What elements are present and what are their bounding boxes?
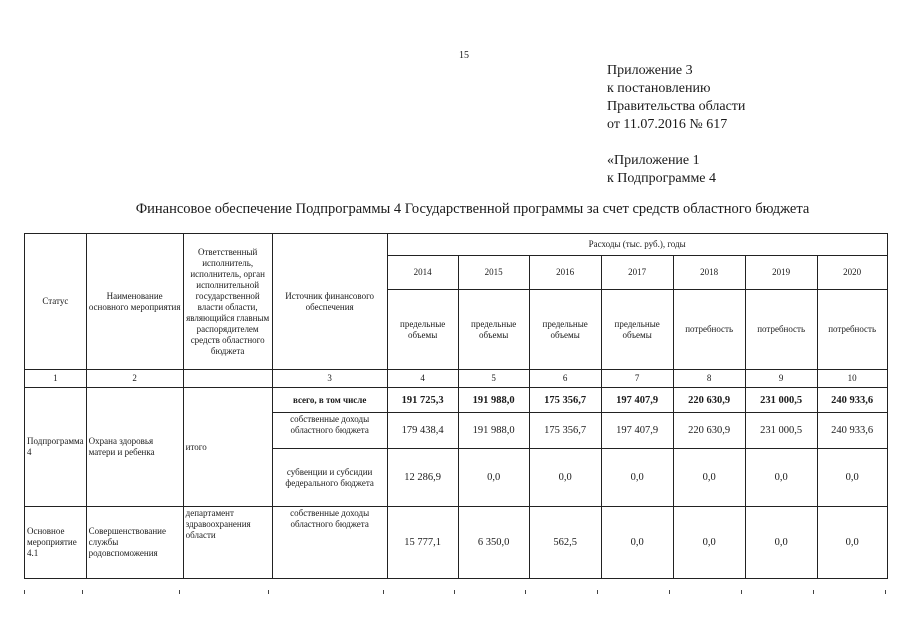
annex-line: от 11.07.2016 № 617: [607, 117, 728, 132]
value-cell: 197 407,9: [601, 413, 673, 449]
col-number: 8: [673, 370, 745, 388]
header-kind: предельные объемы: [387, 290, 458, 370]
header-year: 2018: [673, 256, 745, 290]
header-kind: предельные объемы: [529, 290, 601, 370]
value-cell: 562,5: [529, 507, 601, 579]
header-year: 2016: [529, 256, 601, 290]
header-year: 2015: [458, 256, 529, 290]
value-cell: 179 438,4: [387, 413, 458, 449]
header-year: 2019: [745, 256, 817, 290]
value-cell: 191 988,0: [458, 388, 529, 413]
annex-line: Приложение 3: [607, 63, 693, 78]
col-number: 1: [25, 370, 87, 388]
continuation-marks: [24, 590, 886, 594]
col-number: [183, 370, 272, 388]
row-status: Основное мероприятие 4.1: [25, 507, 87, 579]
value-cell: 231 000,5: [745, 413, 817, 449]
header-kind: потребность: [745, 290, 817, 370]
row-source: собственные доходы областного бюджета: [272, 413, 387, 449]
value-cell: 191 725,3: [387, 388, 458, 413]
value-cell: 15 777,1: [387, 507, 458, 579]
page-number: 15: [459, 50, 469, 61]
value-cell: 231 000,5: [745, 388, 817, 413]
header-source: Источник финансового обеспечения: [272, 234, 387, 370]
row-source: субвенции и субсидии федерального бюджета: [272, 449, 387, 507]
table-row: [25, 388, 888, 413]
table-row: [25, 507, 888, 579]
document-title: Финансовое обеспечение Подпрограммы 4 Государственной программы за счет средств областного бюджета: [135, 201, 810, 217]
value-cell: 0,0: [745, 449, 817, 507]
col-number: 2: [86, 370, 183, 388]
value-cell: 175 356,7: [529, 388, 601, 413]
header-status: Статус: [25, 234, 87, 370]
value-cell: 0,0: [817, 507, 887, 579]
col-number: 5: [458, 370, 529, 388]
annex-line: к Подпрограмме 4: [607, 171, 717, 186]
row-executor: департамент здравоохранения области: [183, 507, 272, 579]
value-cell: 0,0: [817, 449, 887, 507]
header-name: Наименование основного мероприятия: [86, 234, 183, 370]
col-number: 6: [529, 370, 601, 388]
header-year: 2017: [601, 256, 673, 290]
row-name: Совершенствование службы родовспоможения: [86, 507, 183, 579]
value-cell: 240 933,6: [817, 388, 887, 413]
row-source: всего, в том числе: [272, 388, 387, 413]
value-cell: 175 356,7: [529, 413, 601, 449]
col-number: 4: [387, 370, 458, 388]
row-status: Подпрограмма 4: [25, 388, 87, 507]
value-cell: 0,0: [529, 449, 601, 507]
col-number: 3: [272, 370, 387, 388]
col-number: 10: [817, 370, 887, 388]
value-cell: 6 350,0: [458, 507, 529, 579]
finance-table: [24, 233, 888, 579]
header-expenses: Расходы (тыс. руб.), годы: [387, 234, 887, 256]
header-year: 2014: [387, 256, 458, 290]
value-cell: 0,0: [673, 449, 745, 507]
annex-line: «Приложение 1: [607, 153, 700, 168]
value-cell: 240 933,6: [817, 413, 887, 449]
header-year: 2020: [817, 256, 887, 290]
header-kind: предельные объемы: [458, 290, 529, 370]
header-kind: предельные объемы: [601, 290, 673, 370]
header-kind: потребность: [673, 290, 745, 370]
header-kind: потребность: [817, 290, 887, 370]
row-name: Охрана здоровья матери и ребенка: [86, 388, 183, 507]
row-executor: итого: [183, 388, 272, 507]
col-number: 7: [601, 370, 673, 388]
value-cell: 12 286,9: [387, 449, 458, 507]
row-source: собственные доходы областного бюджета: [272, 507, 387, 579]
value-cell: 0,0: [458, 449, 529, 507]
value-cell: 0,0: [601, 507, 673, 579]
value-cell: 191 988,0: [458, 413, 529, 449]
value-cell: 197 407,9: [601, 388, 673, 413]
value-cell: 0,0: [745, 507, 817, 579]
annex-line: Правительства области: [607, 99, 746, 114]
value-cell: 0,0: [673, 507, 745, 579]
annex-line: к постановлению: [607, 81, 711, 96]
annex-block: [607, 62, 745, 188]
header-executor: Ответственный исполнитель, исполнитель, орган исполнительной государственной власти области, являющийся главным распорядителем средств областного бюджета: [183, 234, 272, 370]
value-cell: 220 630,9: [673, 388, 745, 413]
value-cell: 0,0: [601, 449, 673, 507]
col-number: 9: [745, 370, 817, 388]
value-cell: 220 630,9: [673, 413, 745, 449]
